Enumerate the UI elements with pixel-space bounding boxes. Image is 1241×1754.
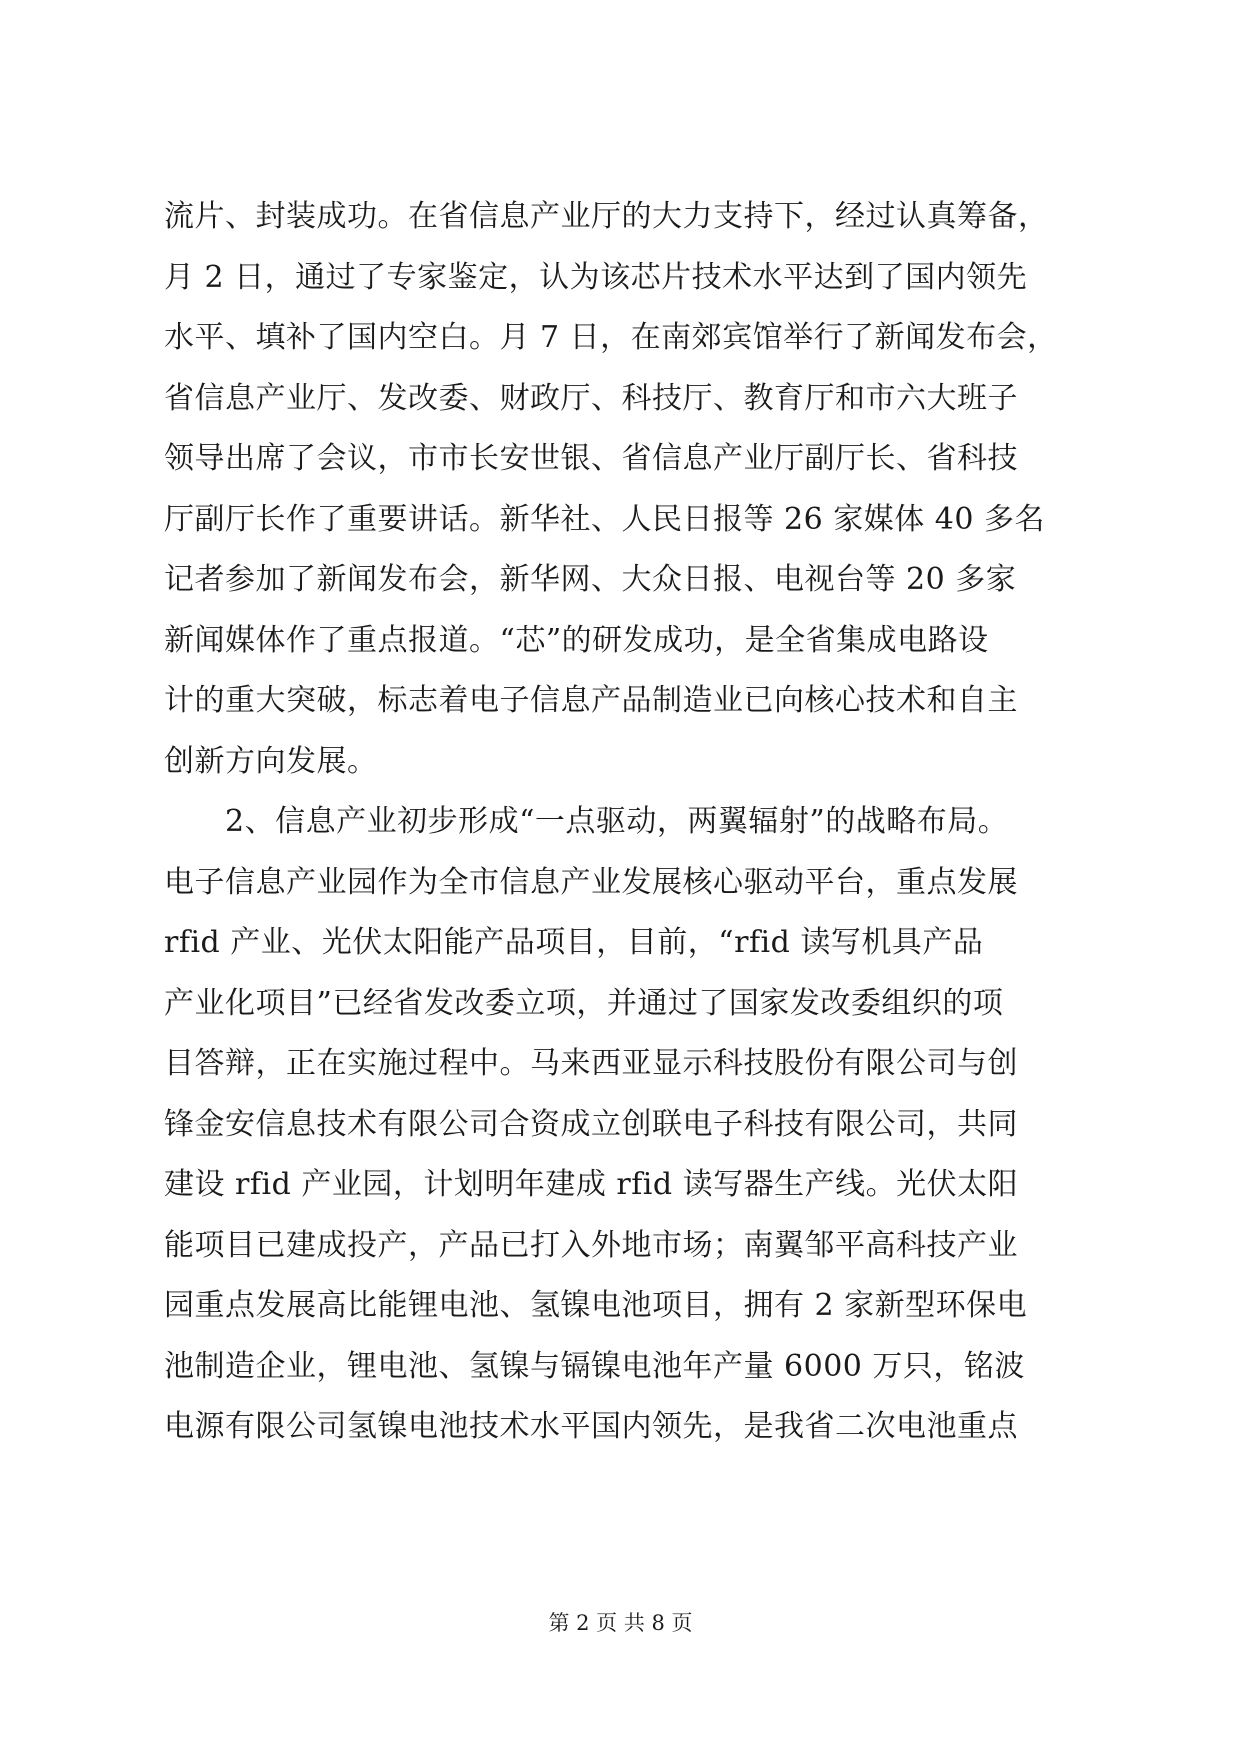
- text-line: 锋金安信息技术有限公司合资成立创联电子科技有限公司，共同: [164, 1106, 1018, 1142]
- text-line: 电子信息产业园作为全市信息产业发展核心驱动平台，重点发展: [164, 864, 1018, 900]
- text-line: 电源有限公司氢镍电池技术水平国内领先，是我省二次电池重点: [164, 1409, 1018, 1444]
- text-line: 领导出席了会议，市市长安世银、省信息产业厅副厅长、省科技: [164, 441, 1018, 476]
- text-line: 省信息产业厅、发改委、财政厅、科技厅、教育厅和市六大班子: [164, 380, 1018, 416]
- text-line: 计的重大突破，标志着电子信息产品制造业已向核心技术和自主: [164, 683, 1018, 718]
- text-line: 建设 rfid 产业园，计划明年建成 rfid 读写器生产线。光伏太阳: [164, 1167, 1019, 1202]
- text-line: 记者参加了新闻发布会，新华网、大众日报、电视台等 20 多家: [164, 562, 1017, 597]
- body-text: [164, 187, 1084, 1458]
- text-line: 产业化项目”已经省发改委立项，并通过了国家发改委组织的项: [164, 985, 1004, 1021]
- text-line: 目答辩，正在实施过程中。马来西亚显示科技股份有限公司与创: [164, 1046, 1018, 1081]
- text-line: 园重点发展高比能锂电池、氢镍电池项目，拥有 2 家新型环保电: [164, 1288, 1028, 1323]
- page-number-label: 第 2 页 共 8 页: [548, 1611, 693, 1635]
- text-line: rfid 产业、光伏太阳能产品项目，目前，“rfid 读写机具产品: [164, 925, 984, 960]
- text-line: 能项目已建成投产，产品已打入外地市场；南翼邹平高科技产业: [164, 1227, 1018, 1263]
- text-line: 水平、填补了国内空白。月 7 日，在南郊宾馆举行了新闻发布会，: [164, 320, 1058, 355]
- text-line: 月 2 日，通过了专家鉴定，认为该芯片技术水平达到了国内领先: [164, 259, 1028, 295]
- text-line: 创新方向发展。: [164, 743, 378, 779]
- text-line: 2、信息产业初步形成“一点驱动，两翼辐射”的战略布局。: [164, 804, 1009, 839]
- text-line: 流片、封装成功。在省信息产业厅的大力支持下，经过认真筹备，: [164, 199, 1049, 234]
- page-footer: [0, 1608, 1241, 1638]
- text-line: 池制造企业，锂电池、氢镍与镉镍电池年产量 6000 万只，铭波: [164, 1348, 1025, 1384]
- text-line: 新闻媒体作了重点报道。“芯”的研发成功，是全省集成电路设: [164, 622, 989, 658]
- text-line: 厅副厅长作了重要讲话。新华社、人民日报等 26 家媒体 40 多名: [164, 501, 1045, 537]
